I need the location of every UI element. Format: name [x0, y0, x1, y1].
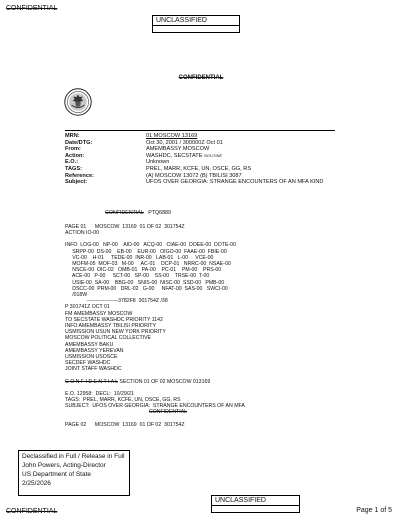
page-02-line: PAGE 02 MOSCOW 13169 01 OF 02 301754Z [65, 421, 185, 428]
info-distribution-block: INFO LOG-00 NP-00 AID-00 ACQ-00 CIAE-00 DOEE-00 DOTE-00 SRPP-00 DS-00 EB-00 EUR-00 OIGO-00 FAAE-00 FBIE-00 VC-00 H-01 TEDE-00 INR-00 LAB-01 L-00 VCE-00 MOFM-05 MOF-03 M-00 AC-01 DCP-01 NRRC-00 NSAE-00 NSCE-00 OIC-02 OMB-01 PA-00 PC-01 PM-00 PRS-00 ACE-00 P-00 SCT-00 SP-00 SS-00 TRSE-00 T-00 USIE-00 SA-00 BBG-00 SNIS-00 NISC-00 SSD-00 PMB-00 DSCC-00 PRM-00 DRL-02 G-00 NFAT-00 SAS-00 SWCI-00 /018W [65, 242, 236, 299]
section-text: SECTION 01 OF 02 MOSCOW 013169 [119, 378, 211, 385]
declassification-stamp [18, 450, 130, 496]
section-confidential-mark: C O N F I D E N T I A L [65, 378, 118, 385]
eo-value: Unknown [146, 159, 170, 166]
action-label: Action: [65, 152, 85, 159]
meta-top-rule [65, 130, 335, 131]
cable-body [65, 224, 395, 428]
reference-label: Reference: [65, 172, 94, 179]
routing-block: P 301741Z OCT 01 FM AMEMBASSY MOSCOW TO SECSTATE WASHDC PRIORITY 1142 INFO AMEMBASSY TBILISI PRIORITY USMISSION USUN NEW YORK PRIORITY MOSCOW POLITICAL COLLECTIVE AMEMBASSY BAKU AMEMBASSY YEREVAN USMISSION USOSCE SECDEF WASHDC JOINT STAFF WASHDC [65, 304, 166, 373]
subject-value: UFOS OVER GEORGIA: STRANGE ENCOUNTERS OF AN MFA KIND [146, 179, 324, 186]
cable-header-line [105, 210, 171, 216]
dtg-value: Oct 30, 2001 / 300000Z Oct 01 [146, 139, 223, 146]
stamp-divider [152, 25, 240, 26]
tags-label: TAGS: [65, 165, 82, 172]
eo-label: E.O.: [65, 159, 79, 166]
tags-value: PREL, MARR, KCFE, UN, OSCE, GG, RS [146, 165, 252, 172]
unclassified-stamp-bottom: UNCLASSIFIED [211, 495, 300, 513]
dash-line: ------------------3782F8 301754Z /38 [87, 298, 168, 305]
precedence-label: ROUTINE [204, 152, 223, 158]
stamp-divider-bottom [211, 505, 300, 506]
cable-metadata [65, 133, 395, 186]
center-classification-mark: CONFIDENTIAL [178, 75, 224, 81]
declass-line: John Powers, Acting-Director [22, 462, 106, 469]
cable-confidential-mark: CONFIDENTIAL [105, 210, 144, 216]
declass-line: Declassified in Full / Release in Full [22, 453, 125, 460]
from-value: AMEMBASSY MOSCOW [146, 146, 210, 153]
declass-line: 2/25/2026 [22, 480, 51, 487]
declass-line: US Department of State [22, 471, 92, 478]
tags-line: TAGS: PREL, MARR, KCFE, UN, OSCE, GG, RS [65, 397, 181, 404]
subject-confidential-mark: CONFIDENTIAL [149, 409, 188, 416]
page-01-line: PAGE 01 MOSCOW 13169 01 OF 02 301754Z [65, 224, 185, 230]
mrn-label: MRN: [65, 133, 80, 139]
reference-value: (A) MOSCOW 13072 (B) TBILISI 3087 [146, 172, 242, 179]
state-department-seal-icon [64, 88, 92, 116]
subject-line: SUBJECT: UFOS OVER GEORGIA: STRANGE ENCOUNTERS OF AN MFA [65, 403, 245, 410]
bottom-classification-mark: CONFIDENTIAL [6, 508, 58, 515]
subject-label: Subject: [65, 179, 88, 186]
unclassified-stamp-top: UNCLASSIFIED [152, 15, 240, 33]
dtg-label: Date/DTG: [65, 139, 93, 146]
action-text: WASHDC, SECSTATE [146, 152, 203, 159]
action-io-line: ACTION IO-00 [65, 230, 100, 237]
page-number: Page 1 of 5 [356, 507, 392, 514]
mrn-link[interactable]: 01 MOSCOW 13169 [146, 133, 198, 139]
ptq-code: PTQ6889 [148, 210, 171, 216]
top-classification-mark: CONFIDENTIAL [6, 5, 58, 12]
action-value [146, 153, 395, 160]
from-label: From: [65, 146, 81, 153]
eo-line: E.O. 12958: DECL: 10/29/21 [65, 390, 134, 397]
